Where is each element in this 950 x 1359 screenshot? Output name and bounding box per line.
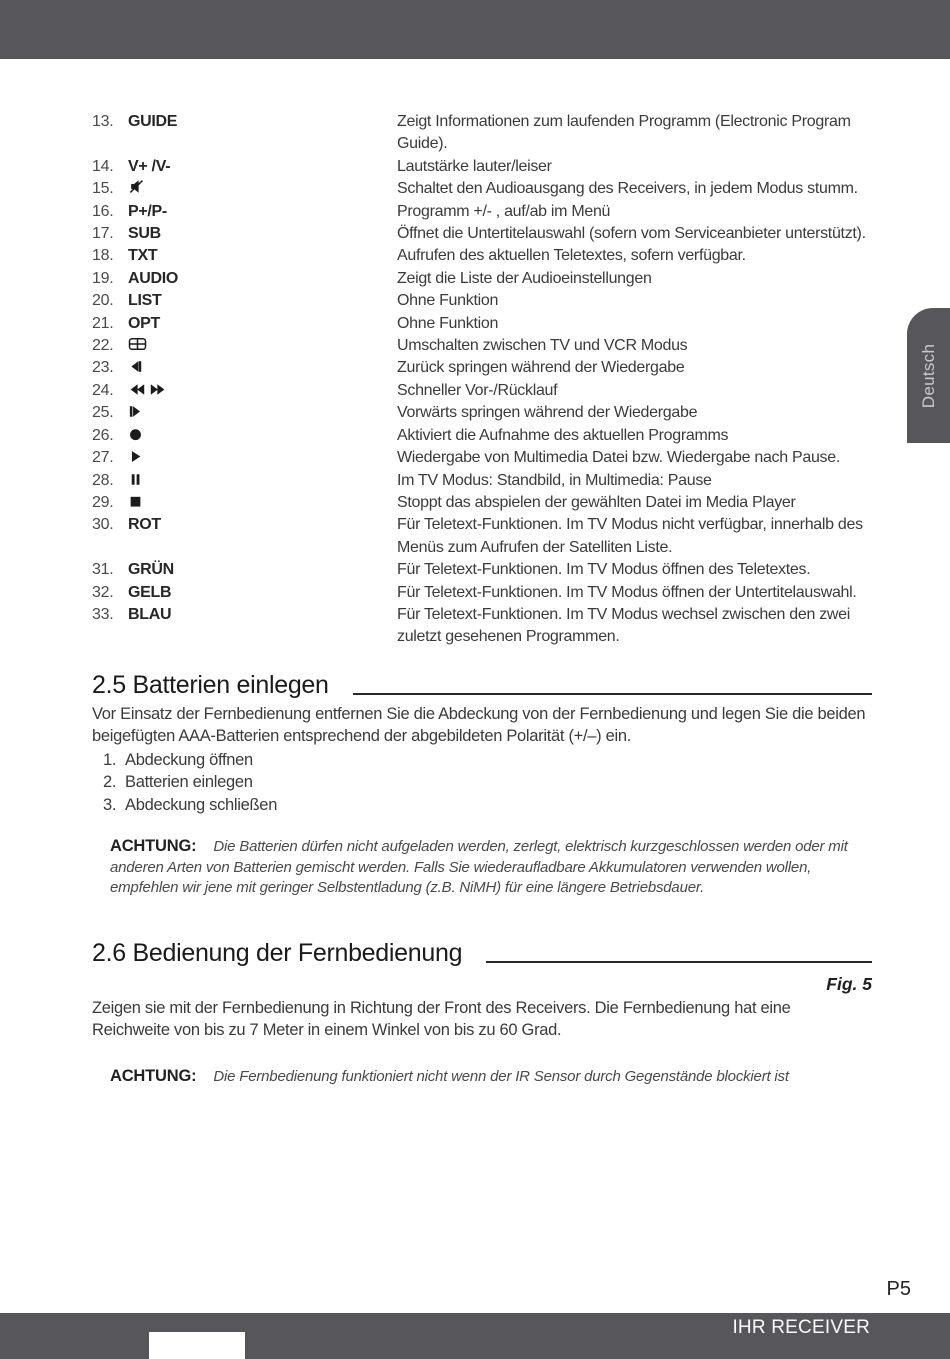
button-list-item bbox=[92, 470, 872, 492]
item-number: 15. bbox=[92, 180, 114, 198]
item-number: 16. bbox=[92, 202, 114, 220]
section-remote-operation bbox=[92, 939, 872, 1088]
button-list bbox=[92, 111, 872, 649]
battery-step bbox=[103, 771, 872, 794]
page-number: P5 bbox=[886, 1278, 911, 1300]
section-2-5-intro: Vor Einsatz der Fernbedienung entfernen Sie die Abdeckung von der Fernbedienung und legen Sie die beiden beigefügten AAA-Batterien entsprechend der abgebildeten Polarität (+/–) ein. bbox=[92, 704, 866, 746]
button-list-item bbox=[92, 447, 872, 469]
item-description: Öffnet die Untertitelauswahl (sofern vom Serviceanbieter unterstützt). bbox=[397, 225, 866, 243]
page-content bbox=[92, 111, 872, 1087]
button-list-item bbox=[92, 604, 872, 649]
button-list-item bbox=[92, 514, 872, 559]
item-description: Im TV Modus: Standbild, in Multimedia: Pause bbox=[397, 471, 712, 489]
button-list-item bbox=[92, 380, 872, 402]
item-description: Für Teletext-Funktionen. Im TV Modus wechsel zwischen den zwei zuletzt gesehenen Programmen. bbox=[397, 605, 851, 646]
item-description: Lautstärke lauter/leiser bbox=[397, 157, 552, 175]
battery-steps bbox=[103, 749, 872, 817]
pause-icon bbox=[128, 470, 397, 492]
item-description: Programm +/- , auf/ab im Menü bbox=[397, 202, 611, 220]
item-label: LIST bbox=[128, 292, 162, 310]
button-list-item bbox=[92, 425, 872, 447]
button-list-item bbox=[92, 559, 872, 581]
item-number: 17. bbox=[92, 225, 114, 243]
button-list-item bbox=[92, 402, 872, 424]
item-label: GUIDE bbox=[128, 113, 178, 130]
battery-step bbox=[103, 794, 872, 817]
item-description: Für Teletext-Funktionen. Im TV Modus nicht verfügbar, innerhalb des Menüs zum Aufrufen der Satelliten Liste. bbox=[397, 516, 863, 556]
top-banner bbox=[0, 0, 950, 59]
section-2-6-title: 2.6 Bedienung der Fernbedienung bbox=[92, 938, 463, 967]
item-label: GRÜN bbox=[128, 561, 174, 579]
item-description: Ohne Funktion bbox=[397, 314, 499, 332]
button-list-item bbox=[92, 223, 872, 245]
item-label: SUB bbox=[128, 225, 161, 243]
item-description: Für Teletext-Funktionen. Im TV Modus öffnen des Teletextes. bbox=[397, 561, 811, 579]
item-description: Zeigt die Liste der Audioeinstellungen bbox=[397, 269, 652, 287]
button-list-item bbox=[92, 357, 872, 379]
item-description: Umschalten zwischen TV und VCR Modus bbox=[397, 337, 688, 355]
item-description: Für Teletext-Funktionen. Im TV Modus öffnen der Untertitelauswahl. bbox=[397, 583, 857, 601]
heading-rule bbox=[486, 961, 872, 963]
remote-warning bbox=[110, 1066, 876, 1088]
mute-icon bbox=[128, 178, 397, 200]
item-number: 31. bbox=[92, 561, 114, 579]
item-description: Schneller Vor-/Rücklauf bbox=[397, 381, 558, 399]
battery-warning bbox=[110, 836, 876, 899]
language-tab-deutsch bbox=[907, 308, 950, 443]
skip-forward-icon bbox=[128, 402, 397, 424]
play-icon bbox=[128, 447, 397, 469]
item-description: Zeigt Informationen zum laufenden Programm (Electronic Program Guide). bbox=[397, 113, 851, 153]
step-number: 1. bbox=[103, 750, 117, 769]
warning-label: ACHTUNG: bbox=[110, 1066, 197, 1085]
item-number: 30. bbox=[92, 516, 114, 534]
section-2-6-heading bbox=[92, 939, 872, 968]
item-label: OPT bbox=[128, 314, 160, 332]
step-number: 3. bbox=[103, 795, 117, 814]
item-description: Schaltet den Audioausgang des Receivers, in jedem Modus stumm. bbox=[397, 180, 858, 198]
item-number: 25. bbox=[92, 404, 114, 422]
button-list-item bbox=[92, 313, 872, 335]
item-number: 20. bbox=[92, 292, 114, 310]
item-number: 21. bbox=[92, 314, 114, 332]
item-number: 18. bbox=[92, 247, 114, 265]
item-number: 32. bbox=[92, 583, 114, 601]
tv-vcr-icon bbox=[128, 335, 397, 357]
step-text: Batterien einlegen bbox=[125, 773, 253, 792]
record-icon bbox=[128, 425, 397, 447]
language-tab-label: Deutsch bbox=[918, 343, 938, 408]
button-list-item bbox=[92, 582, 872, 604]
item-description: Vorwärts springen während der Wiedergabe bbox=[397, 404, 698, 422]
item-description: Stoppt das abspielen der gewählten Datei im Media Player bbox=[397, 493, 796, 511]
button-list-item bbox=[92, 111, 872, 156]
step-text: Abdeckung öffnen bbox=[125, 750, 253, 769]
warning-text: Die Batterien dürfen nicht aufgeladen werden, zerlegt, elektrisch kurzgeschlossen werden oder mit anderen Arten von Batterien gemischt werden. Falls Sie wiederaufladbare Akkumulatoren verwenden wollen, empfehlen wir jene mit geringer Selbstentladung (z.B. NiMH) für eine längere Betriebsdauer. bbox=[110, 838, 848, 897]
item-number: 27. bbox=[92, 449, 114, 467]
step-text: Abdeckung schließen bbox=[125, 795, 278, 814]
item-number: 29. bbox=[92, 493, 114, 511]
item-label: P+/P- bbox=[128, 202, 167, 220]
footer-white-rect bbox=[149, 1332, 245, 1359]
button-list-item bbox=[92, 201, 872, 223]
item-number: 13. bbox=[92, 113, 114, 130]
section-2-6-intro: Zeigen sie mit der Fernbedienung in Richtung der Front des Receivers. Die Fernbedienung hat eine Reichweite von bis zu 7 Meter in einem Winkel von bis zu 60 Grad. bbox=[92, 998, 791, 1040]
item-number: 14. bbox=[92, 157, 114, 175]
stop-icon bbox=[128, 492, 397, 514]
item-label: ROT bbox=[128, 516, 161, 534]
button-list-item bbox=[92, 156, 872, 178]
button-list-item bbox=[92, 290, 872, 312]
item-number: 23. bbox=[92, 359, 114, 377]
item-description: Aufrufen des aktuellen Teletextes, sofern verfügbar. bbox=[397, 247, 746, 265]
item-description: Zurück springen während der Wiedergabe bbox=[397, 359, 685, 377]
item-description: Wiedergabe von Multimedia Datei bzw. Wiedergabe nach Pause. bbox=[397, 449, 840, 467]
button-list-item bbox=[92, 178, 872, 200]
button-list-item bbox=[92, 335, 872, 357]
step-number: 2. bbox=[103, 773, 117, 792]
item-number: 24. bbox=[92, 381, 114, 399]
item-label: V+ /V- bbox=[128, 157, 171, 175]
battery-step bbox=[103, 749, 872, 772]
item-label: GELB bbox=[128, 583, 172, 601]
item-number: 19. bbox=[92, 269, 114, 287]
item-description: Aktiviert die Aufnahme des aktuellen Programms bbox=[397, 426, 729, 444]
skip-back-icon bbox=[128, 357, 397, 379]
footer-title: IHR RECEIVER bbox=[732, 1317, 870, 1338]
item-label: TXT bbox=[128, 247, 158, 265]
item-number: 33. bbox=[92, 605, 114, 623]
fast-rewind-forward-icon bbox=[128, 380, 397, 402]
figure-label: Fig. 5 bbox=[826, 973, 872, 994]
section-2-5-heading bbox=[92, 671, 872, 700]
item-description: Ohne Funktion bbox=[397, 292, 499, 310]
heading-rule bbox=[353, 693, 872, 695]
section-2-5-title: 2.5 Batterien einlegen bbox=[92, 670, 329, 699]
item-label: AUDIO bbox=[128, 269, 179, 287]
footer-bar bbox=[0, 1313, 950, 1359]
button-list-item bbox=[92, 268, 872, 290]
section-batteries bbox=[92, 671, 872, 899]
item-label: BLAU bbox=[128, 605, 172, 623]
warning-label: ACHTUNG: bbox=[110, 837, 197, 856]
item-number: 28. bbox=[92, 471, 114, 489]
warning-text: Die Fernbedienung funktioniert nicht wenn der IR Sensor durch Gegenstände blockiert ist bbox=[213, 1067, 789, 1085]
button-list-item bbox=[92, 492, 872, 514]
button-list-item bbox=[92, 245, 872, 267]
item-number: 22. bbox=[92, 337, 114, 355]
item-number: 26. bbox=[92, 426, 114, 444]
